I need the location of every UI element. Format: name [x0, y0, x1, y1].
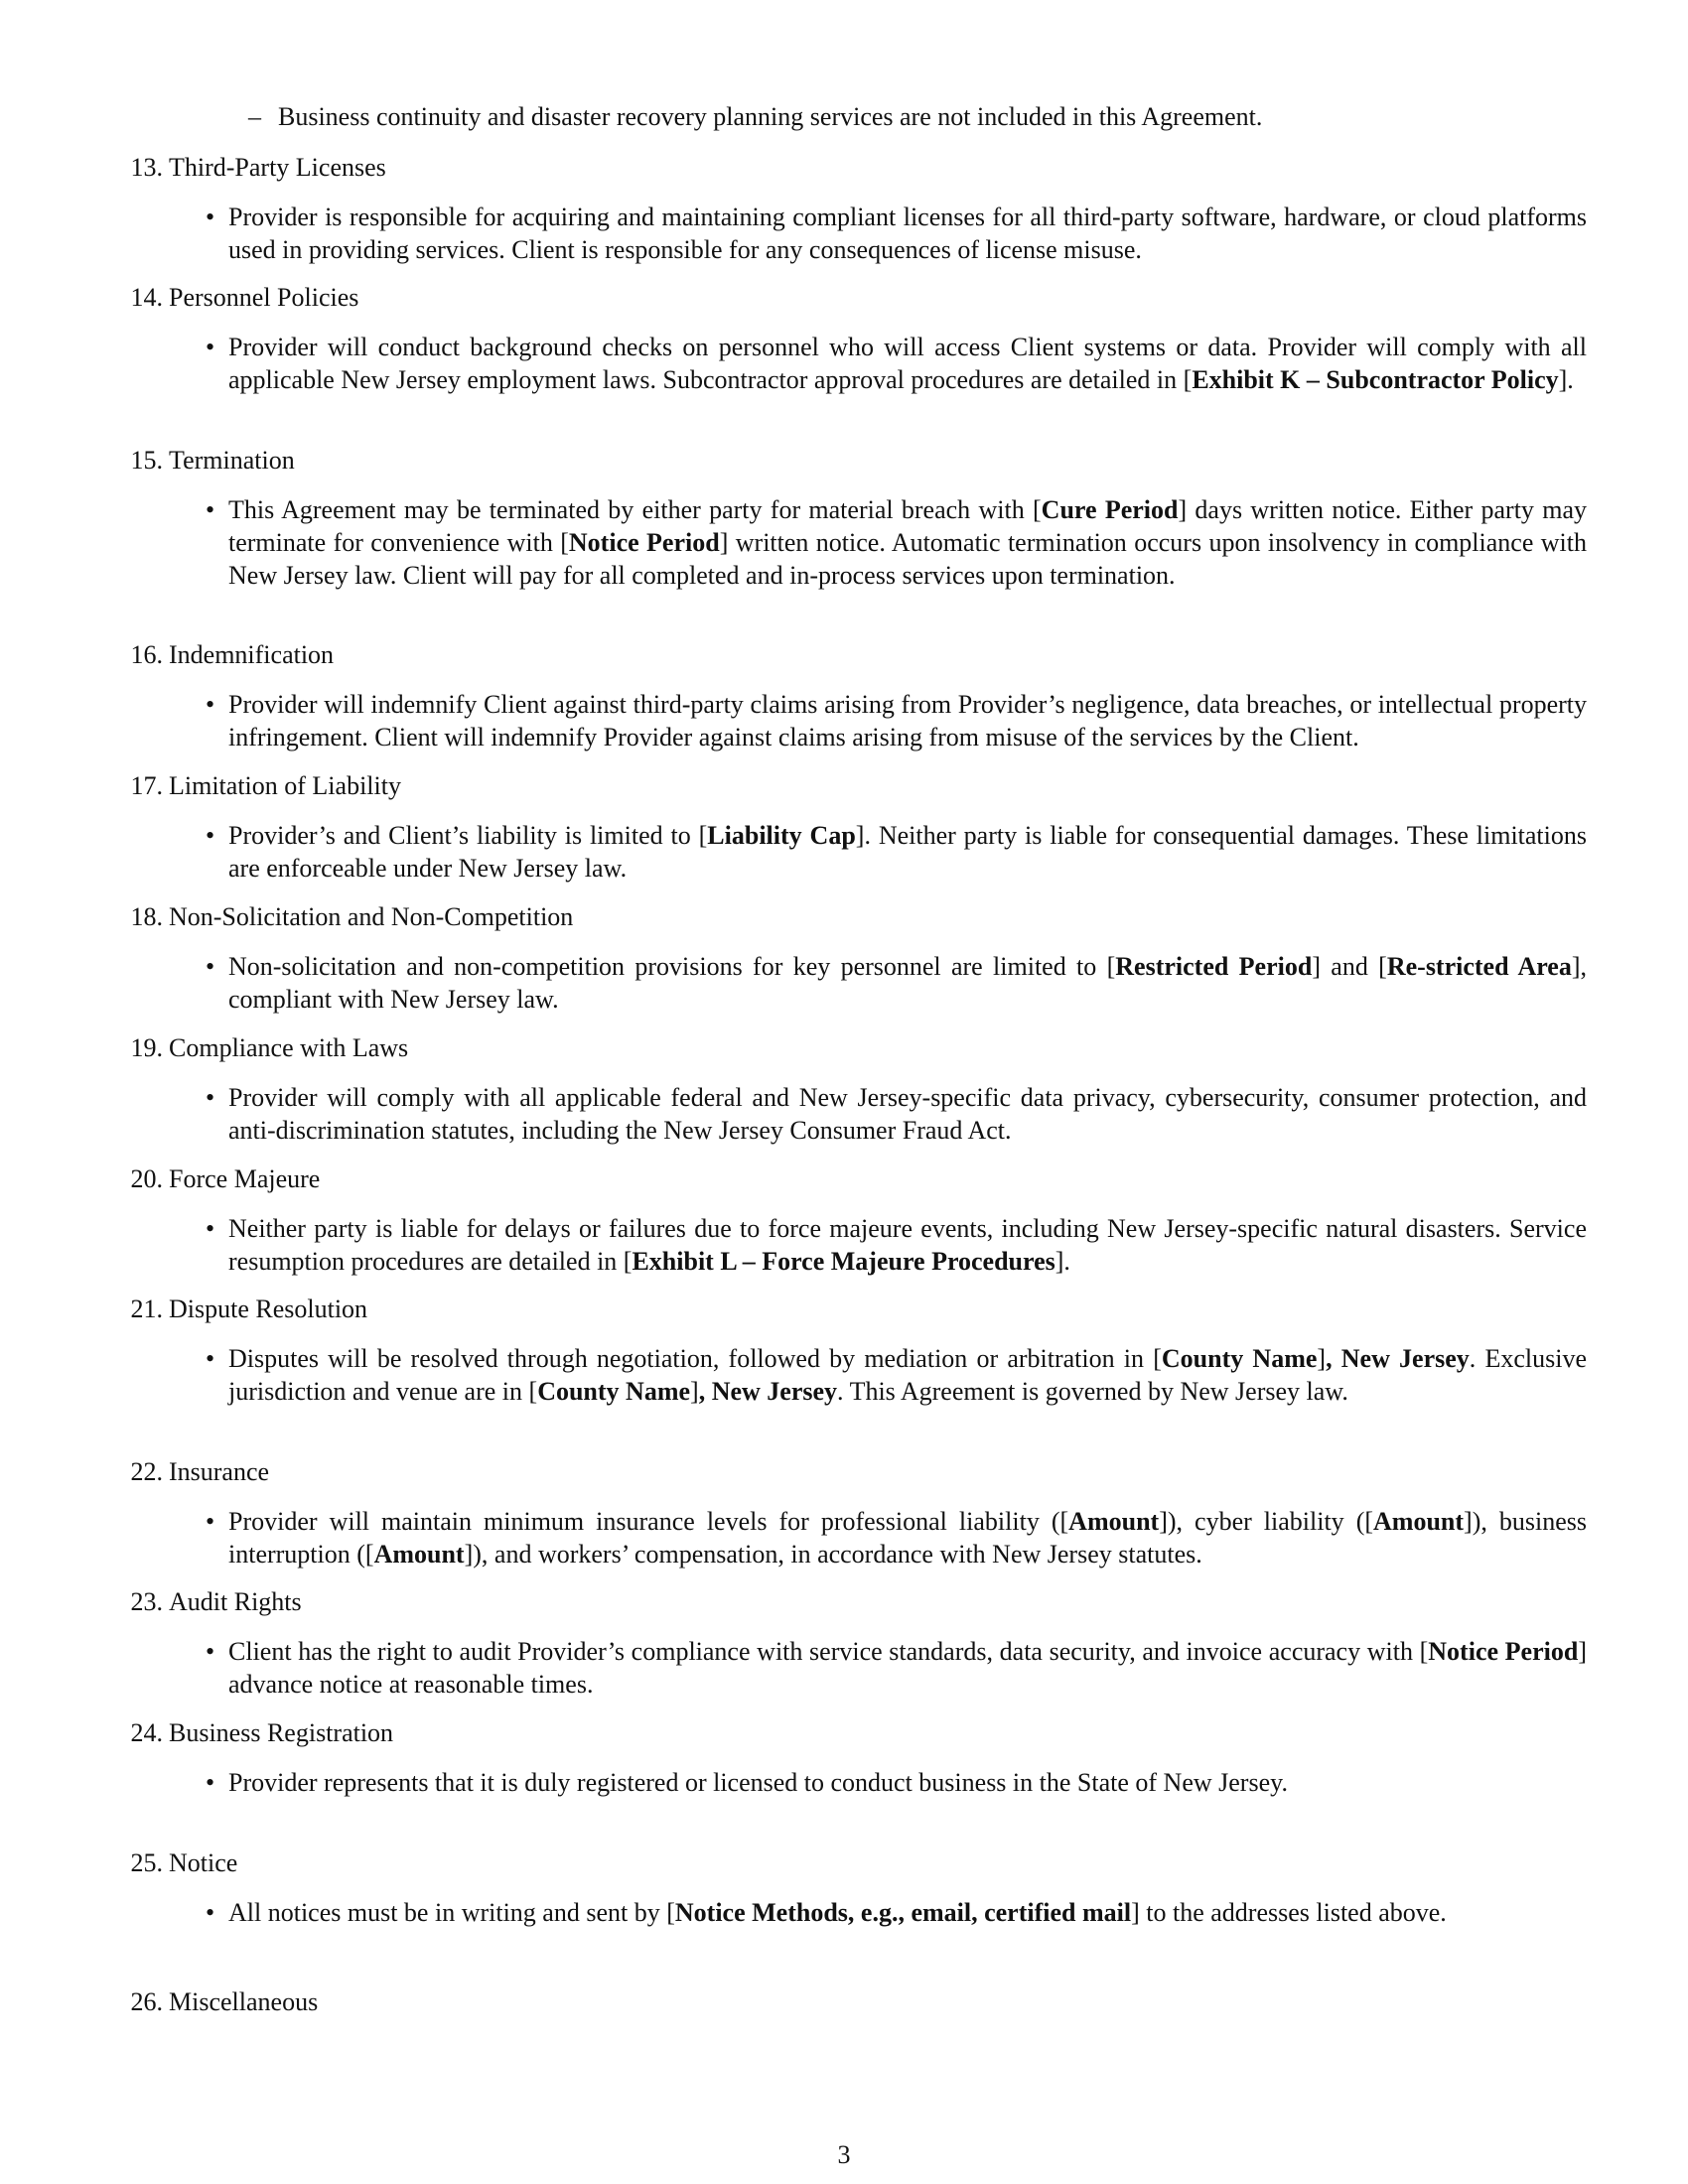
section-23 [117, 1585, 1589, 1701]
section-heading [117, 1162, 1589, 1195]
section-title: Personnel Policies [169, 283, 359, 312]
section-title: Limitation of Liability [169, 771, 401, 800]
section-number: 25. [130, 1848, 163, 1877]
section-title: Third-Party Licenses [169, 153, 386, 182]
section-bullet-item: • Provider will comply with all applicable federal and New Jersey-specific data privacy, cybersecurity, consumer protection, and anti-discrimination statutes, including the New Jersey Consumer Fraud Act. [228, 1081, 1587, 1147]
section-heading [117, 1031, 1589, 1064]
section-title: Miscellaneous [169, 1987, 319, 2016]
section-number: 15. [130, 446, 163, 475]
section-heading [117, 444, 1589, 477]
section-18 [117, 900, 1589, 1016]
section-title: Indemnification [169, 640, 335, 669]
section-bullet-item: • Provider’s and Client’s liability is limited to [Liability Cap]. Neither party is liable for consequential damages. These limitations are enforceable under New Jersey law. [228, 819, 1587, 885]
section-bullet-item: • Client has the right to audit Provider’s compliance with service standards, data security, and invoice accuracy with [Notice Period] advance notice at reasonable times. [228, 1635, 1587, 1701]
section-title: Insurance [169, 1457, 270, 1486]
section-14 [117, 281, 1589, 396]
section-number: 18. [130, 902, 163, 931]
section-heading [117, 151, 1589, 184]
section-heading [117, 900, 1589, 933]
section-15 [117, 444, 1589, 592]
section-heading [117, 1846, 1589, 1879]
section-13 [117, 151, 1589, 266]
section-number: 24. [130, 1718, 163, 1747]
section-20 [117, 1162, 1589, 1278]
section-number: 26. [130, 1987, 163, 2016]
section-title: Force Majeure [169, 1164, 321, 1193]
section-bullet-item: • Non-solicitation and non-competition provisions for key personnel are limited to [Restricted Period] and [Re-stricted Area], compliant with New Jersey law. [228, 950, 1587, 1016]
section-heading [117, 769, 1589, 802]
section-number: 23. [130, 1587, 163, 1616]
section-number: 20. [130, 1164, 163, 1193]
section-number: 19. [130, 1033, 163, 1062]
section-number: 16. [130, 640, 163, 669]
carryover-text: Business continuity and disaster recovery planning services are not included in this Agreement. [278, 102, 1263, 131]
section-bullet-item: • This Agreement may be terminated by either party for material breach with [Cure Period] days written notice. Either party may terminate for convenience with [Notice Period] written notice. Automatic termination occurs upon insolvency in compliance with New Jersey law. Client will pay for all completed and in-process services upon termination. [228, 493, 1587, 592]
carryover-subitem [248, 100, 1589, 133]
section-number: 21. [130, 1295, 163, 1323]
section-heading [117, 638, 1589, 671]
section-heading [117, 1985, 1589, 2018]
section-title: Audit Rights [169, 1587, 302, 1616]
section-title: Compliance with Laws [169, 1033, 409, 1062]
section-26 [117, 1985, 1589, 2018]
section-bullet-item: • Neither party is liable for delays or failures due to force majeure events, including New Jersey-specific natural disasters. Service resumption procedures are detailed in [Exhibit L – Force Majeure Procedures]. [228, 1212, 1587, 1278]
section-bullet-item: • Provider will indemnify Client against third-party claims arising from Provider’s negligence, data breaches, or intellectual property infringement. Client will indemnify Provider against claims arising from misuse of the services by the Client. [228, 688, 1587, 753]
section-heading [117, 1455, 1589, 1488]
section-number: 14. [130, 283, 163, 312]
section-heading [117, 281, 1589, 314]
section-25 [117, 1846, 1589, 1929]
section-bullet-item: • Provider will conduct background checks on personnel who will access Client systems or data. Provider will comply with all applicable New Jersey employment laws. Subcontractor approval procedures are detailed in [Exhibit K – Subcontractor Policy]. [228, 331, 1587, 396]
section-21 [117, 1293, 1589, 1408]
section-number: 17. [130, 771, 163, 800]
section-title: Business Registration [169, 1718, 394, 1747]
section-24 [117, 1716, 1589, 1799]
section-heading [117, 1585, 1589, 1618]
section-bullet-item: • Provider represents that it is duly registered or licensed to conduct business in the State of New Jersey. [228, 1766, 1587, 1799]
section-title: Termination [169, 446, 295, 475]
section-title: Notice [169, 1848, 238, 1877]
section-16 [117, 638, 1589, 753]
section-17 [117, 769, 1589, 885]
dash-marker: – [248, 102, 261, 131]
section-bullet-item: • Provider is responsible for acquiring and maintaining compliant licenses for all third-party software, hardware, or cloud platforms used in providing services. Client is responsible for any consequences of license misuse. [228, 201, 1587, 266]
page-number: 3 [837, 2140, 851, 2169]
section-number: 13. [130, 153, 163, 182]
section-bullet-item: • All notices must be in writing and sent by [Notice Methods, e.g., email, certified mail] to the addresses listed above. [228, 1896, 1587, 1929]
section-19 [117, 1031, 1589, 1147]
section-bullet-item: • Disputes will be resolved through negotiation, followed by mediation or arbitration in [County Name], New Jersey. Exclusive jurisdiction and venue are in [County Name], New Jersey. This Agreement is governed by New Jersey law. [228, 1342, 1587, 1408]
section-title: Dispute Resolution [169, 1295, 368, 1323]
section-heading [117, 1716, 1589, 1749]
section-22 [117, 1455, 1589, 1570]
section-heading [117, 1293, 1589, 1325]
section-number: 22. [130, 1457, 163, 1486]
section-bullet-item: • Provider will maintain minimum insurance levels for professional liability ([Amount]), cyber liability ([Amount]), business interruption ([Amount]), and workers’ compensation, in accordance with New Jersey statutes. [228, 1505, 1587, 1570]
section-title: Non-Solicitation and Non-Competition [169, 902, 574, 931]
